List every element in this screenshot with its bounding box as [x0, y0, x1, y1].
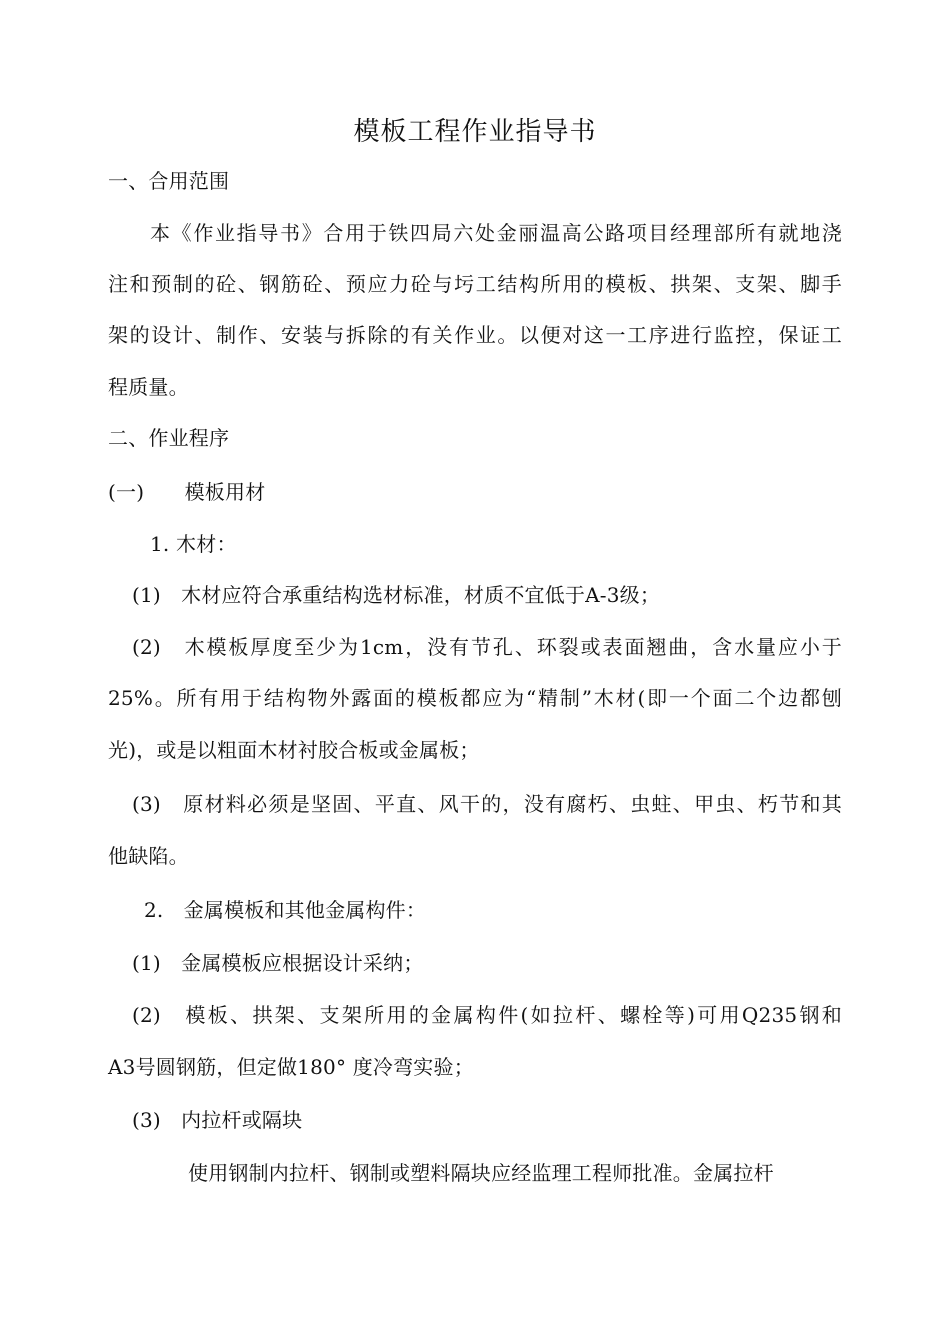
- item-heading-wood: 1. 木材：: [150, 532, 237, 556]
- paragraph-line: 使用钢制内拉杆、钢制或塑料隔块应经监理工程师批准。金属拉杆: [188, 1161, 774, 1185]
- list-item: (2) 木模板厚度至少为1cm，没有节孔、环裂或表面翘曲，含水量应小于: [132, 635, 842, 659]
- list-item: (1) 木材应符合承重结构选材标准，材质不宜低于A-3级；: [132, 583, 661, 607]
- paragraph-line: 架的设计、制作、安装与拆除的有关作业。以便对这一工序进行监控，保证工: [108, 323, 842, 347]
- subsection-heading-materials: (一) 模板用材: [108, 480, 266, 504]
- paragraph-line: 本《作业指导书》合用于铁四局六处金丽温高公路项目经理部所有就地浇: [150, 221, 842, 245]
- list-item: (3) 原材料必须是坚固、平直、风干的，没有腐朽、虫蛀、甲虫、朽节和其: [132, 792, 842, 816]
- paragraph-line: A3号圆钢筋，但定做180° 度冷弯实验；: [108, 1055, 474, 1079]
- section-heading-scope: 一、合用范围: [108, 169, 230, 193]
- paragraph-line: 25%。所有用于结构物外露面的模板都应为“精制”木材(即一个面二个边都刨: [108, 686, 842, 710]
- paragraph-line: 他缺陷。: [108, 844, 189, 868]
- item-heading-metal: 2. 金属模板和其他金属构件：: [144, 898, 427, 922]
- paragraph-line: 注和预制的砼、钢筋砼、预应力砼与圬工结构所用的模板、拱架、支架、脚手: [108, 272, 842, 296]
- section-heading-procedure: 二、作业程序: [108, 426, 230, 450]
- list-item: (3) 内拉杆或隔块: [132, 1108, 303, 1132]
- paragraph-line: 光)，或是以粗面木材衬胶合板或金属板；: [108, 738, 480, 762]
- paragraph-line: 程质量。: [108, 375, 189, 399]
- list-item: (2) 模板、拱架、支架所用的金属构件(如拉杆、螺栓等)可用Q235钢和: [132, 1003, 842, 1027]
- document-title: 模板工程作业指导书: [353, 117, 597, 147]
- list-item: (1) 金属模板应根据设计采纳；: [132, 951, 424, 975]
